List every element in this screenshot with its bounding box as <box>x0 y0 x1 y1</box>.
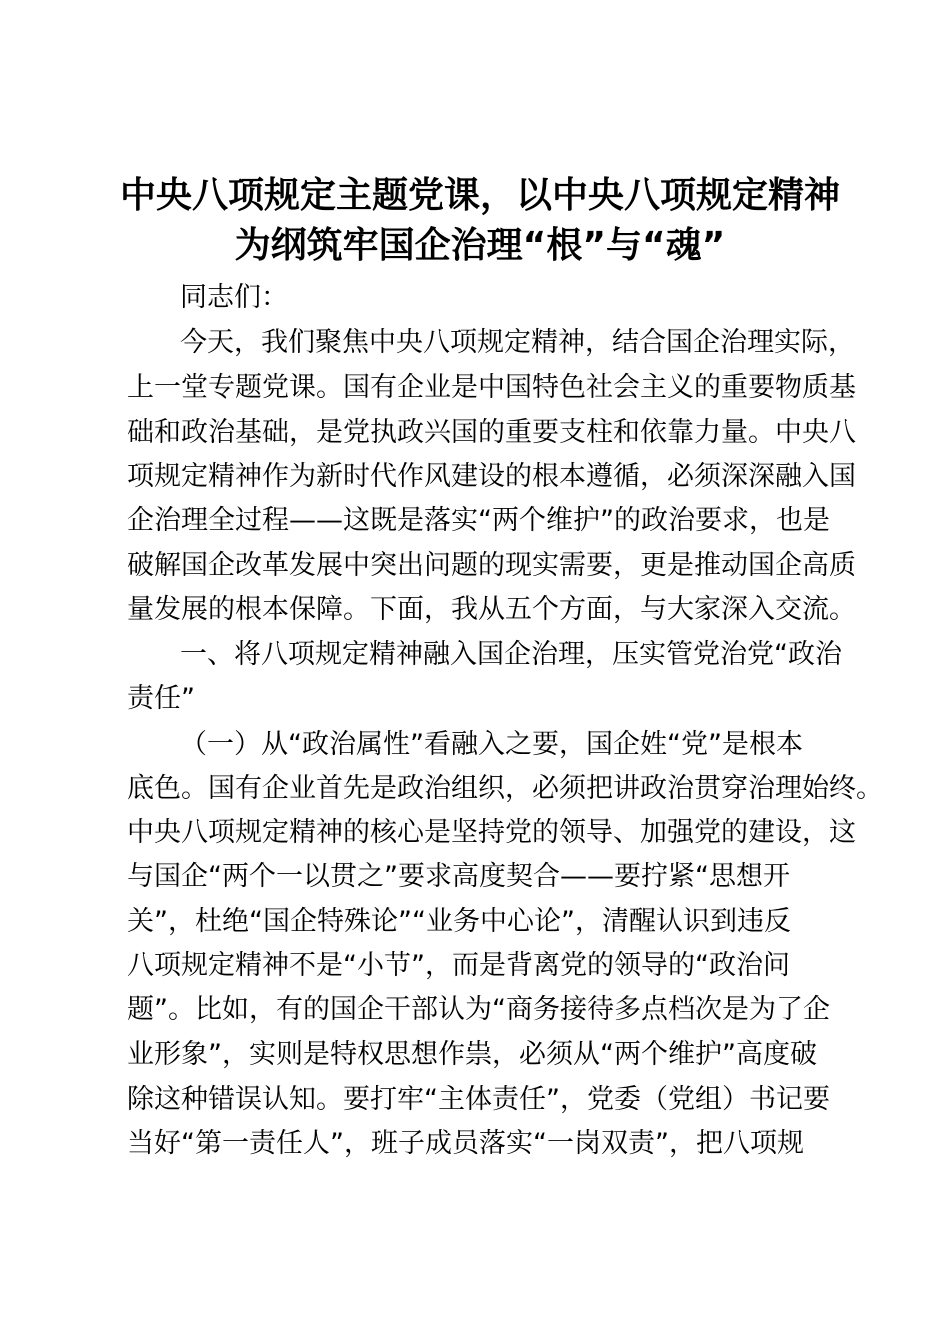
intro-line: 破解国企改革发展中突出问题的现实需要，更是推动国企高质 <box>127 550 856 581</box>
intro-line: 上一堂专题党课。国有企业是中国特色社会主义的重要物质基 <box>127 372 856 403</box>
section-paragraph-line: 除这种错误认知。要打牢“主体责任”，党委（党组）书记要 <box>127 1084 830 1115</box>
intro-line: 企治理全过程——这既是落实“两个维护”的政治要求，也是 <box>127 505 830 536</box>
section-paragraph-line: 题”。比如，有的国企干部认为“商务接待多点档次是为了企 <box>127 994 830 1025</box>
intro-line: 今天，我们聚焦中央八项规定精神，结合国企治理实际， <box>180 327 855 358</box>
section-paragraph-line: 关”，杜绝“国企特殊论”“业务中心论”，清醒认识到违反 <box>127 906 791 937</box>
section-paragraph-line: 底色。国有企业首先是政治组织，必须把讲政治贯穿治理始终。 <box>127 773 883 804</box>
section-paragraph-line: 当好“第一责任人”，班子成员落实“一岗双责”，把八项规 <box>127 1128 804 1159</box>
section-paragraph-line: 与国企“两个一以贯之”要求高度契合——要拧紧“思想开 <box>127 861 790 892</box>
section-paragraph-line: （一）从“政治属性”看融入之要，国企姓“党”是根本 <box>180 729 803 760</box>
salutation: 同志们： <box>180 282 288 313</box>
intro-line: 础和政治基础，是党执政兴国的重要支柱和依靠力量。中央八 <box>127 417 856 448</box>
intro-line: 量发展的根本保障。下面，我从五个方面，与大家深入交流。 <box>127 594 856 625</box>
section-heading-line: 一、将八项规定精神融入国企治理，压实管党治党“政治 <box>180 639 842 670</box>
intro-line: 项规定精神作为新时代作风建设的根本遵循，必须深深融入国 <box>127 461 856 492</box>
document-title-line-2: 为纲筑牢国企治理“根”与“魂” <box>234 225 726 266</box>
section-paragraph-line: 八项规定精神不是“小节”，而是背离党的领导的“政治问 <box>127 950 790 981</box>
section-paragraph-line: 中央八项规定精神的核心是坚持党的领导、加强党的建设，这 <box>127 817 856 848</box>
document-title-line-1: 中央八项规定主题党课，以中央八项规定精神 <box>119 175 840 216</box>
section-heading-line: 责任” <box>127 683 195 714</box>
section-paragraph-line: 业形象”，实则是特权思想作祟，必须从“两个维护”高度破 <box>127 1039 817 1070</box>
